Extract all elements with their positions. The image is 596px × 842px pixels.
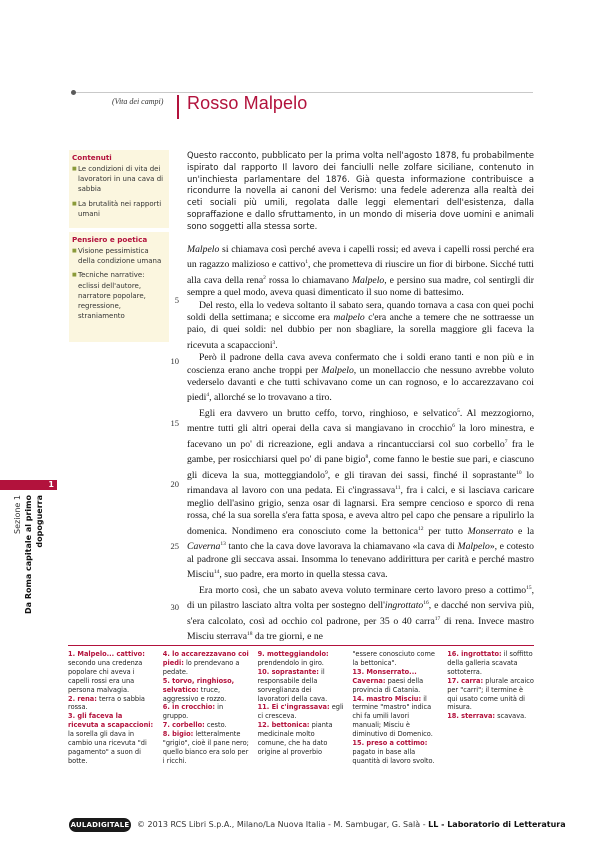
intro-paragraph: Questo racconto, pubblicato per la prima volta nell'agosto 1878, fu probabilmente ispirato dal rapporto Il lavoro dei fanciulli nelle zolfare siciliane, contenuto in un'inchiesta parlamentare del 1876. Già questa informazione contribuisce a ricondurre la novella ai canoni del Verismo: una fedele aderenza alla realtà dei ceti sociali più umili, regolata dalle leggi elementari dell'esistenza, dalla sopraffazione e dallo sfruttamento, in un mondo di miseria dove uomini e animali sono soggetti alla stessa sorte. (187, 150, 534, 231)
section-vertical-label (12, 495, 52, 625)
footnotes (68, 650, 534, 766)
text-run: , e gli tiravan dei sassi, finché il soprastante (327, 470, 517, 482)
text-run: tanto che la cava dove lavorava la chiamavano «la cava di (225, 541, 458, 553)
book-title: LL - Laboratorio di Letteratura (428, 820, 566, 829)
footnote-key: 12. bettonica: (257, 721, 310, 730)
section-label: Sezione 1 (13, 495, 22, 534)
text-run: , e persino sua madre, col sentirgli dir sempre a quel modo, aveva quasi dimenticato il suo nome di battesimo. (187, 275, 534, 299)
footnote (447, 650, 534, 677)
footnote (447, 677, 534, 713)
footnote-key: 11. Ei c'ingrassava: (257, 703, 330, 712)
italic-term: Malpelo (351, 275, 385, 287)
footnote-text: cesto. (204, 721, 227, 730)
line-number: 20 (170, 479, 179, 489)
note-ref: 18 (247, 631, 253, 638)
footnote-text: in gruppo. (162, 703, 224, 721)
footnote-key: 6. in crocchio: (162, 703, 216, 712)
note-ref: 10 (516, 469, 522, 476)
line-number: 30 (170, 602, 179, 612)
footnote (258, 650, 345, 668)
story-paragraph (187, 300, 534, 352)
italic-term: Malpelo (321, 364, 354, 376)
footnote (258, 668, 345, 704)
footnote-key: 3. gli faceva la ricevuta a scapaccioni: (68, 712, 154, 730)
footnote-key: 17. carra: (447, 676, 484, 685)
story-paragraph (187, 582, 534, 644)
footnote-key: 16. ingrottato: (447, 650, 502, 658)
footnote-key: 1. Malpelo... cattivo: (68, 650, 145, 658)
footnote (163, 703, 250, 721)
footnote-key: 4. lo accarezzavano coi piedi: (162, 650, 249, 667)
text-run: fra le gambe, per rosicchiarsi quel po' di pane bigio (187, 439, 534, 466)
story-paragraph (187, 405, 534, 582)
line-number: 15 (170, 418, 179, 428)
text-run: , come fanno le bestie sue pari, e ciascuno gli diceva la sua, motteggiandolo (187, 454, 534, 482)
contents-heading: Contenuti (72, 153, 112, 162)
note-ref: 11 (395, 485, 401, 492)
text-run: c'era anche a temere che ne sottraesse un paio, di quei soldi: nel dubbio per non sbagliare, la sorella maggiore gli faceva la ricevuta a scapaccioni (187, 312, 534, 351)
italic-term: ingrottato (384, 600, 424, 612)
footnote-text: scavava. (495, 712, 527, 721)
footnote (163, 677, 250, 704)
footnote-text: prendendolo in giro. (257, 658, 324, 667)
footnote-key: 14. mastro Misciu: (352, 694, 422, 703)
footnote-text: il soffitto della galleria scavata sottoterra. (447, 650, 533, 676)
footnote (68, 650, 155, 695)
note-ref: 5 (457, 407, 460, 414)
note-ref: 9 (325, 469, 328, 476)
text-run: , un monellaccio che nessuno avrebbe voluto vederselo davanti e che tutti schivavano come un can rognoso, e lo accarezzavano coi piedi (187, 364, 534, 404)
text-run: , suo padre, era morto in quella stessa cava. (219, 569, 388, 581)
footnote-text: secondo una credenza popolare chi aveva i capelli rossi era una persona malvagia. (68, 658, 143, 694)
text-run: rossa lo chiamavano (265, 275, 352, 287)
note-ref: 14 (213, 569, 220, 575)
text-run: », e cotesto al padrone gli seccava assai. Insomma lo tenevano addirittura per carità e perché mastro Misciu (187, 541, 534, 581)
note-ref: 15 (526, 584, 532, 591)
footnote-text: pagato in base alla quantità di lavoro svolto. (352, 747, 435, 765)
footnote (163, 721, 250, 730)
footnote-key: 5. torvo, ringhioso, selvatico: (162, 676, 235, 694)
auladigitale-logo: AULADIGITALE (69, 818, 131, 832)
footnote (447, 712, 534, 721)
footnote-key: 9. motteggiandolo: (257, 650, 329, 658)
text-run: , fra i calci, e si lasciava caricare meglio dell'asino grigio, senza osar di lagnarsi. Era sempre cencioso e sporco di rena rossa, ché la sua sorella s'era fatta sposa, e aveva altro pel capo che pensare a ripulirlo la domenica. Nondimeno era conosciuto come la bettonica (187, 485, 534, 537)
footnote-key: 10. soprastante: (257, 667, 319, 676)
footnote-text: letteralmente "grigio", cioè il pane nero; quello bianco era solo per i ricchi. (162, 730, 249, 765)
footnote (258, 703, 345, 721)
text-run: Era morto così, che un sabato aveva voluto terminare certo lavoro preso a cottimo (199, 584, 527, 596)
text-run: , allorché se lo trovavano a tiro. (209, 392, 332, 404)
line-number: 10 (170, 356, 179, 366)
story-text (187, 244, 534, 644)
text-run: di rena. Invece mastro Misciu sterrava (187, 615, 534, 643)
footnote (68, 712, 155, 765)
footnote-text: plurale arcaico per "carri"; il termine è qui usato come unità di misura. (447, 676, 534, 712)
contents-list (69, 164, 169, 219)
text-run: Del resto, ella lo vedeva soltanto il sabato sera, quando tornava a casa con quei pochi soldi della settimana; e siccome era (187, 299, 534, 324)
footnote-key: 13. Monserrato... Caverna: (352, 667, 417, 685)
sidebar-contents (69, 150, 169, 228)
text-run: . (275, 339, 278, 351)
text-run: , che prometteva di riuscire un fior di birbone. Sicché tutti alla cava della rena (187, 259, 534, 287)
note-ref: 7 (504, 438, 508, 445)
footnote (352, 695, 439, 740)
list-item: ■ Tecniche narrative: eclissi dell'autore, narratore popolare, regressione, straniamento (72, 270, 167, 321)
footnote-key: 7. corbello: (162, 721, 205, 730)
note-ref: 6 (452, 423, 455, 430)
note-ref: 8 (365, 454, 369, 461)
text-run: , e dacché non serviva più, s'era calcolato, così ad occhio col padrone, per 35 o 40 carra (187, 600, 534, 627)
footnote-key: 8. bigio: (162, 730, 194, 739)
footnote-text: il termine "mastro" indica chi fa umili lavori manuali; Misciu è diminutivo di Domenico. (352, 694, 433, 739)
footnote-text: la sorella gli dava in cambio una ricevuta "di pagamento" a suon di botte. (68, 730, 147, 765)
note-ref: 4 (206, 392, 210, 399)
text-run: . Al mezzogiorno, mentre tutti gli altri operai della cava si mangiavano in crocchio (187, 407, 534, 435)
note-ref: 13 (220, 541, 226, 548)
italic-term: malpelo (333, 312, 365, 324)
note-ref: 16 (423, 600, 429, 607)
footnote (163, 650, 250, 677)
note-ref: 1 (305, 259, 308, 266)
italic-term: Malpelo (187, 244, 220, 255)
story-paragraph (187, 244, 534, 300)
text-run: Però il padrone della cava aveva confermato che i soldi erano tanti e non più e in coscienza erano anche troppi per (187, 352, 534, 376)
notes-rule (68, 645, 534, 646)
footnote-key: 2. rena: (68, 694, 97, 703)
footnote (68, 695, 155, 713)
text-run: e la (513, 525, 534, 537)
poetics-list (69, 246, 169, 321)
text-run: da tre giorni, e ne (252, 631, 323, 643)
list-item: ■ Le condizioni di vita dei lavoratori in una cava di sabbia (72, 164, 167, 195)
section-number-tab: 1 (0, 480, 57, 490)
note-ref: 17 (434, 615, 441, 622)
line-number: 5 (174, 295, 179, 305)
footnote (352, 739, 439, 766)
text-run: lo rimandava al lavoro con una pedata. Ei c'ingrassava (187, 470, 535, 497)
collection-subtitle: (Vita dei campi) (112, 97, 164, 106)
footnote-text: terra o sabbia rossa. (68, 694, 145, 712)
list-item: ■ Visione pessimistica della condizione umana (72, 246, 167, 266)
footnote-text: paesi della provincia di Catania. (352, 676, 424, 694)
section-name: Da Roma capitale al primo dopoguerra (24, 495, 44, 614)
text-run: si chiamava così perché aveva i capelli rossi; ed aveva i capelli rossi perché era un ragazzo malizioso e cattivo (187, 244, 534, 271)
text-run: la loro minestra, e facevano un po' di ricreazione, egli andava a rincantucciarsi col suo corbello (187, 423, 534, 451)
footer-credits (137, 820, 566, 829)
note-ref: 2 (263, 274, 266, 281)
footnote (352, 668, 439, 695)
footnote-text: lo prendevano a pedate. (162, 658, 240, 676)
footnote-text: pianta medicinale molto comune, che ha dato origine al proverbio "essere conosciuto come la bettonica". (257, 650, 435, 756)
copyright-text: © 2013 RCS Libri S.p.A., Milano/La Nuova Italia - M. Sambugar, G. Salà - (137, 820, 429, 829)
italic-term: Malpelo (457, 541, 490, 553)
footnote-text: truce, aggressivo e rozzo. (162, 685, 227, 703)
text-run: per tutto (423, 525, 468, 537)
list-item: ■ La brutalità nei rapporti umani (72, 199, 167, 219)
footnote-key: 18. sterrava: (447, 712, 496, 721)
text-run: Egli era davvero un brutto ceffo, torvo, ringhioso, e selvatico (199, 407, 458, 419)
sidebar-poetics (69, 232, 169, 342)
header-dot (71, 90, 76, 95)
text-run: , di un pilastro lasciato altra volta per sostegno dell' (187, 584, 534, 612)
title-bar (177, 95, 179, 119)
story-paragraph (187, 352, 534, 404)
note-ref: 12 (418, 525, 424, 532)
footnote-text: egli ci cresceva. (257, 703, 344, 721)
footnote-key: 15. preso a cottimo: (352, 739, 428, 748)
page-title: Rosso Malpelo (187, 93, 308, 113)
italic-term: Monserrato (467, 525, 514, 537)
italic-term: Caverna (187, 541, 221, 553)
footnote (163, 730, 250, 766)
footnote-text: il responsabile della sorveglianza dei lavoratori della cava. (257, 667, 328, 703)
line-number: 25 (170, 541, 179, 551)
poetics-heading: Pensiero e poetica (72, 235, 148, 244)
note-ref: 3 (272, 339, 276, 346)
